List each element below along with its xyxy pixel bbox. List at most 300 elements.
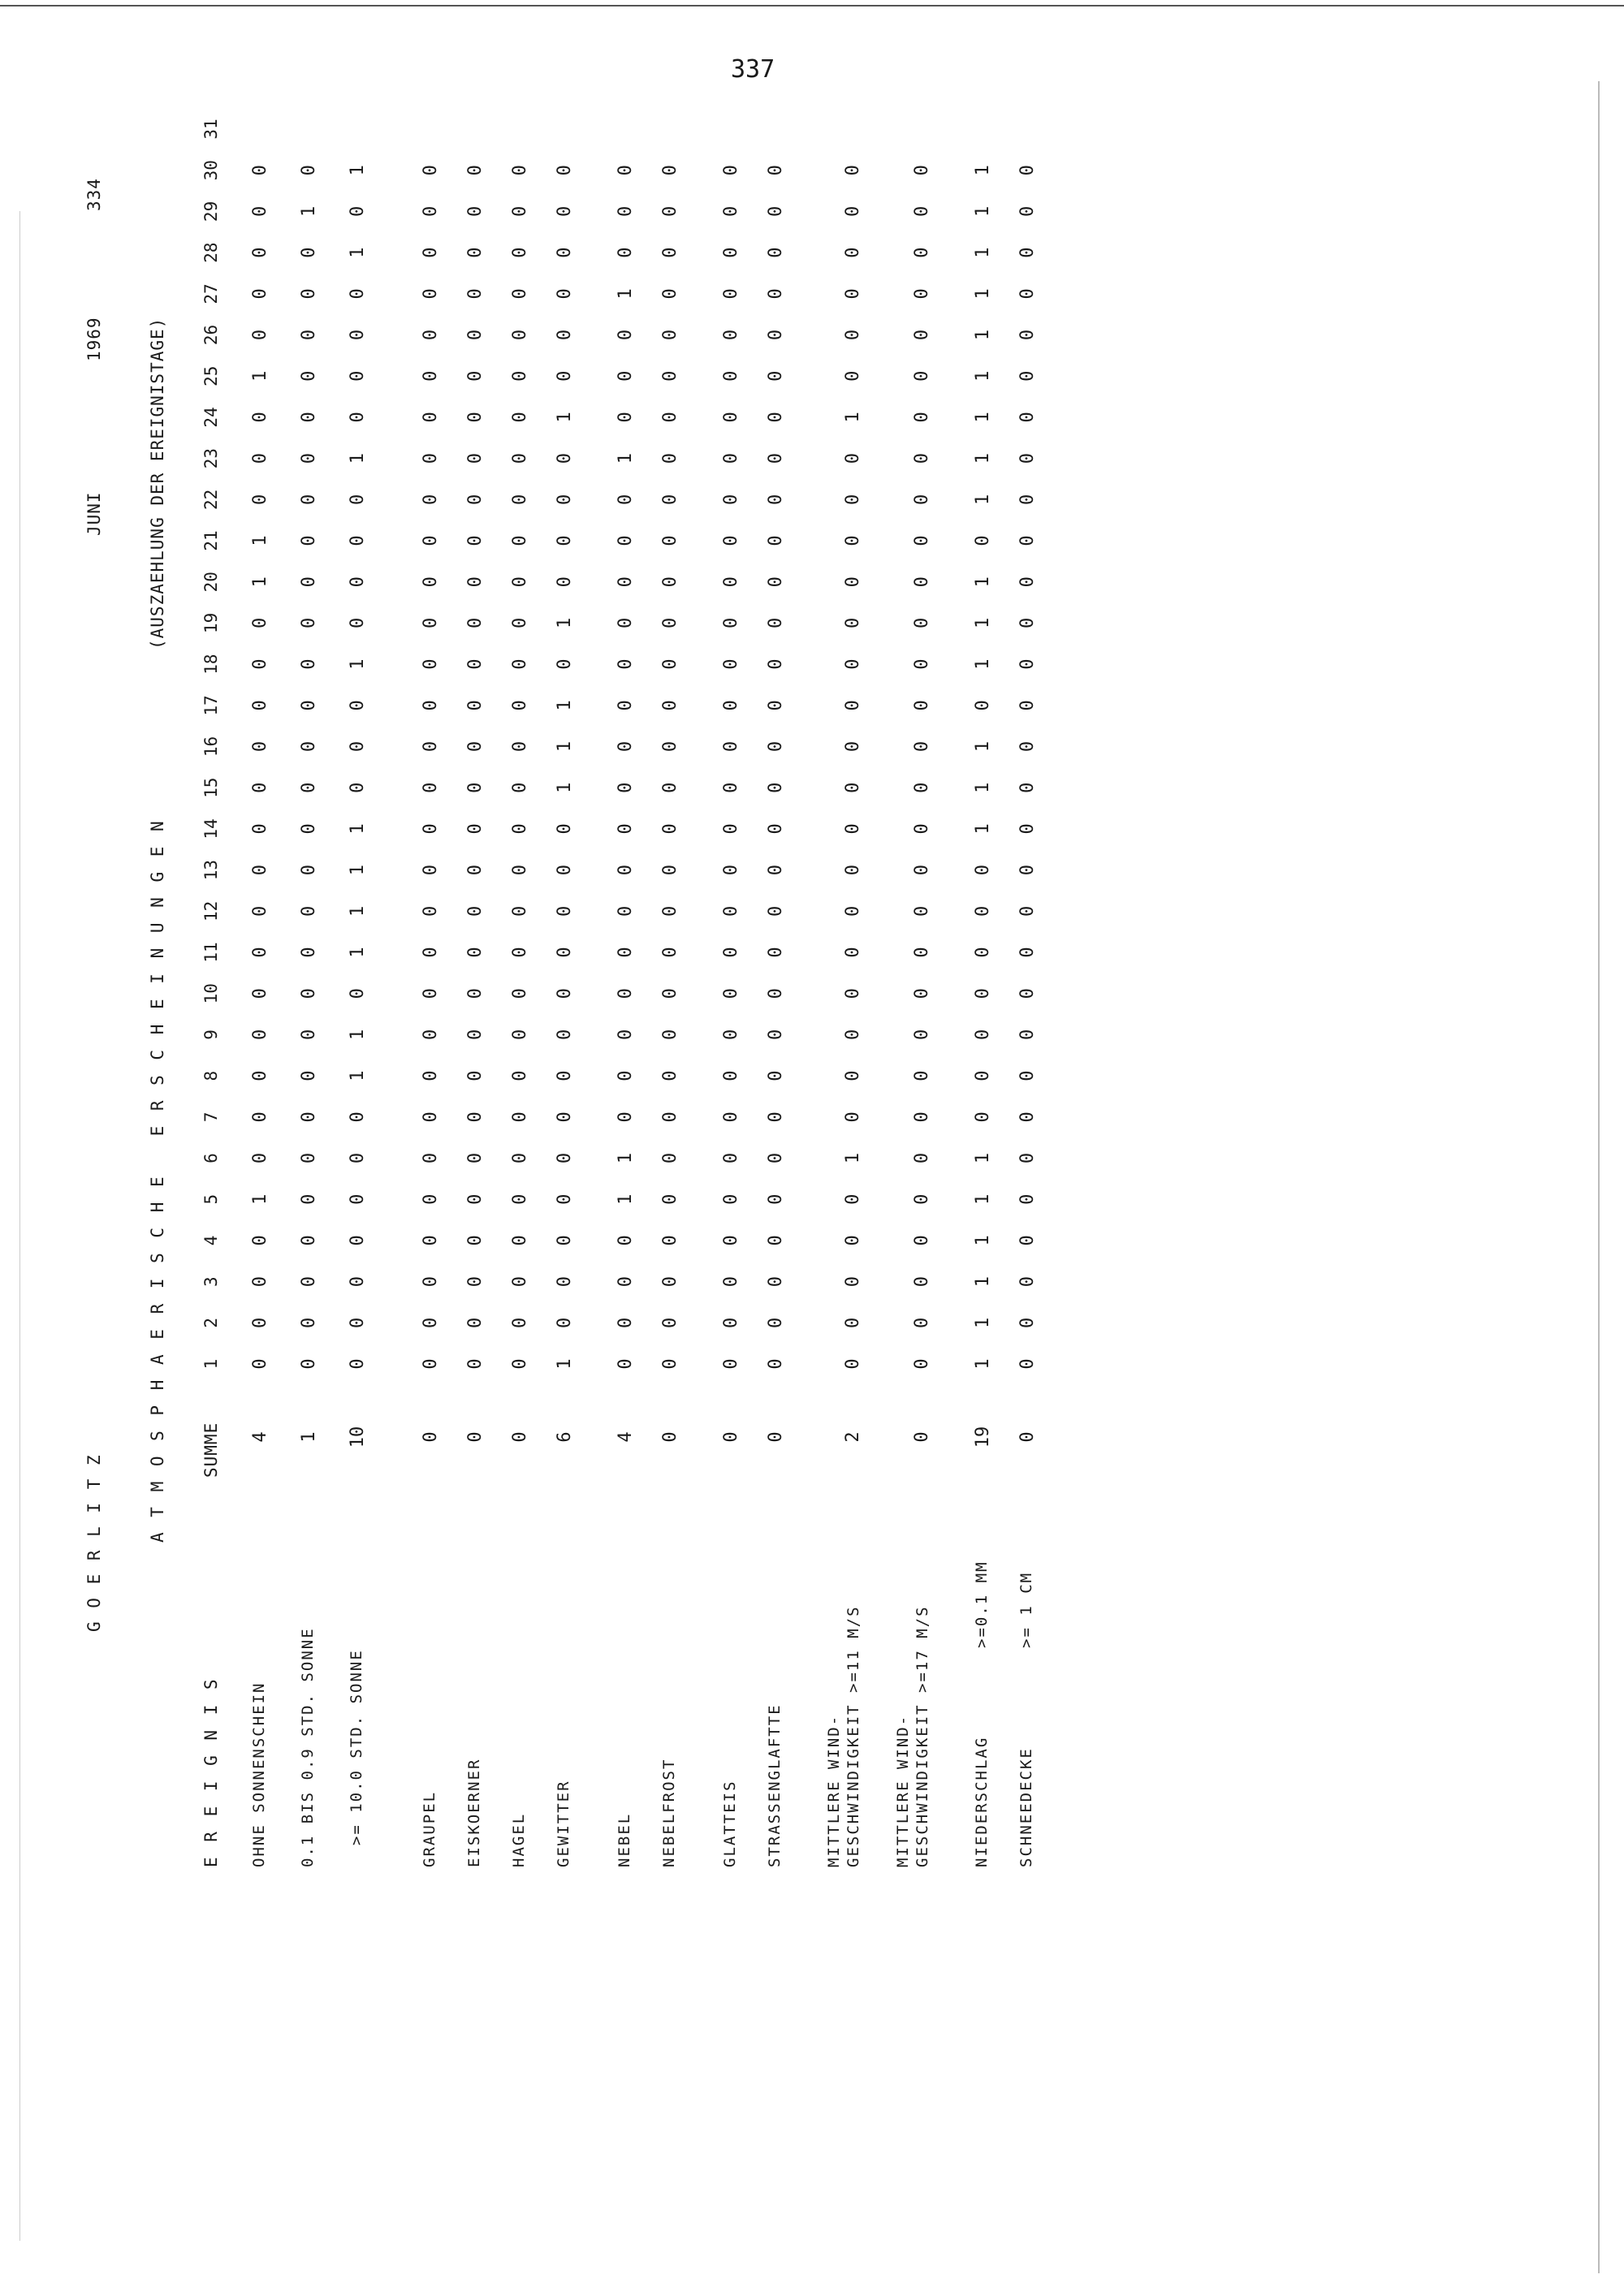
day-value: 0 xyxy=(843,740,863,753)
day-value: 1 xyxy=(973,1193,993,1205)
day-value: 0 xyxy=(348,782,368,793)
day-value: 0 xyxy=(465,1111,486,1123)
day-number: 20 xyxy=(201,572,221,593)
day-value: 0 xyxy=(912,823,932,835)
event-label: NIEDERSCHLAG xyxy=(973,1736,991,1867)
day-value: 0 xyxy=(465,1193,486,1205)
day-value: 0 xyxy=(510,1358,530,1370)
day-value: 0 xyxy=(721,247,741,258)
day-value: 1 xyxy=(973,412,993,423)
day-value: 0 xyxy=(250,700,270,711)
day-value: 0 xyxy=(721,1193,741,1205)
day-value: 0 xyxy=(766,947,786,958)
day-value: 0 xyxy=(766,576,786,588)
day-value: 0 xyxy=(912,1070,932,1081)
day-value: 0 xyxy=(660,947,680,958)
day-number: 12 xyxy=(201,900,221,921)
day-value: 0 xyxy=(510,1152,530,1164)
day-number: 23 xyxy=(201,447,221,469)
day-number: 13 xyxy=(201,859,221,881)
day-value: 0 xyxy=(843,1235,863,1246)
day-number: 2 xyxy=(201,1317,221,1328)
day-value: 0 xyxy=(912,1029,932,1041)
day-value: 0 xyxy=(421,288,441,300)
day-value: 0 xyxy=(660,617,680,629)
event-label-line2: GESCHWINDIGKEIT >=17 M/S xyxy=(914,1605,931,1867)
event-label: STRASSENGLAFTTE xyxy=(766,1703,784,1867)
day-value: 0 xyxy=(660,782,680,793)
day-value: 0 xyxy=(421,370,441,382)
day-value: 0 xyxy=(766,1152,786,1164)
event-column-header: E R E I G N I S xyxy=(201,1677,221,1867)
day-value: 0 xyxy=(1017,1358,1038,1370)
day-value: 0 xyxy=(348,288,368,300)
day-value: 0 xyxy=(843,864,863,876)
day-value: 1 xyxy=(973,494,993,505)
day-value: 0 xyxy=(766,823,786,835)
day-value: 0 xyxy=(299,247,319,258)
day-value: 0 xyxy=(421,700,441,711)
day-value: 1 xyxy=(348,1029,368,1041)
day-value: 0 xyxy=(660,1070,680,1081)
day-value: 0 xyxy=(660,658,680,670)
day-value: 0 xyxy=(843,1111,863,1123)
day-value: 0 xyxy=(1017,1193,1038,1205)
day-value: 0 xyxy=(299,617,319,629)
day-value: 0 xyxy=(299,823,319,835)
event-sum: 10 xyxy=(348,1426,368,1448)
day-value: 0 xyxy=(510,370,530,382)
day-value: 0 xyxy=(250,658,270,670)
day-value: 0 xyxy=(843,1029,863,1041)
day-value: 0 xyxy=(465,782,486,793)
day-value: 0 xyxy=(721,288,741,300)
day-value: 0 xyxy=(348,535,368,546)
day-value: 0 xyxy=(465,205,486,218)
day-value: 0 xyxy=(421,165,441,176)
day-value: 0 xyxy=(843,905,863,917)
day-value: 0 xyxy=(721,535,741,546)
day-value: 0 xyxy=(973,905,993,917)
day-value: 0 xyxy=(766,617,786,629)
day-value: 0 xyxy=(660,1358,680,1370)
day-value: 0 xyxy=(1017,1111,1038,1123)
day-value: 0 xyxy=(1017,1317,1038,1328)
day-value: 1 xyxy=(973,452,993,464)
day-value: 0 xyxy=(660,1152,680,1164)
day-value: 0 xyxy=(1017,905,1038,917)
day-value: 0 xyxy=(510,1070,530,1081)
day-value: 0 xyxy=(912,205,932,218)
event-sum: 0 xyxy=(465,1431,486,1443)
day-value: 0 xyxy=(973,1070,993,1081)
day-value: 0 xyxy=(510,576,530,588)
day-value: 0 xyxy=(421,1029,441,1041)
day-value: 1 xyxy=(973,165,993,176)
day-value: 0 xyxy=(615,1358,636,1370)
day-value: 1 xyxy=(973,1317,993,1328)
day-value: 0 xyxy=(510,247,530,258)
day-value: 0 xyxy=(250,864,270,876)
day-value: 1 xyxy=(973,658,993,670)
day-value: 0 xyxy=(465,412,486,423)
day-value: 0 xyxy=(250,782,270,793)
day-value: 0 xyxy=(843,576,863,588)
event-label: NEBEL xyxy=(615,1812,633,1867)
day-value: 0 xyxy=(299,658,319,670)
left-border xyxy=(19,211,20,2241)
day-value: 0 xyxy=(250,1275,270,1288)
day-value: 0 xyxy=(348,617,368,629)
day-value: 0 xyxy=(843,494,863,505)
day-value: 0 xyxy=(660,205,680,218)
event-sum: 0 xyxy=(766,1431,786,1443)
day-value: 0 xyxy=(348,370,368,382)
day-value: 0 xyxy=(912,700,932,711)
day-value: 1 xyxy=(348,823,368,835)
day-value: 0 xyxy=(465,370,486,382)
day-value: 0 xyxy=(660,1317,680,1328)
day-number: 8 xyxy=(201,1070,221,1081)
day-value: 0 xyxy=(465,535,486,546)
sheet-number: 334 xyxy=(84,178,104,211)
day-value: 1 xyxy=(348,247,368,258)
day-value: 1 xyxy=(973,782,993,793)
day-value: 0 xyxy=(421,1275,441,1288)
day-value: 0 xyxy=(465,452,486,464)
day-value: 0 xyxy=(299,329,319,341)
day-number: 27 xyxy=(201,283,221,304)
day-value: 0 xyxy=(1017,1235,1038,1246)
day-value: 0 xyxy=(843,288,863,300)
day-value: 0 xyxy=(766,494,786,505)
day-value: 0 xyxy=(348,1193,368,1205)
day-value: 0 xyxy=(615,823,636,835)
day-value: 0 xyxy=(348,1235,368,1246)
day-value: 0 xyxy=(555,535,575,546)
event-label: OHNE SONNENSCHEIN xyxy=(250,1681,268,1867)
day-value: 0 xyxy=(912,576,932,588)
day-value: 0 xyxy=(912,1235,932,1246)
event-label: GRAUPEL xyxy=(421,1790,438,1867)
day-value: 0 xyxy=(250,740,270,753)
day-value: 1 xyxy=(348,864,368,876)
day-value: 0 xyxy=(766,782,786,793)
day-value: 0 xyxy=(465,288,486,300)
day-value: 0 xyxy=(299,165,319,176)
day-value: 0 xyxy=(766,288,786,300)
day-value: 0 xyxy=(721,617,741,629)
day-value: 0 xyxy=(721,452,741,464)
day-value: 0 xyxy=(1017,205,1038,218)
day-number: 9 xyxy=(201,1029,221,1040)
day-value: 0 xyxy=(660,1275,680,1288)
day-value: 0 xyxy=(912,370,932,382)
day-value: 0 xyxy=(615,617,636,629)
day-value: 0 xyxy=(250,988,270,999)
day-number: 10 xyxy=(201,983,221,1004)
day-value: 0 xyxy=(615,370,636,382)
day-value: 0 xyxy=(421,535,441,546)
day-value: 0 xyxy=(250,1111,270,1123)
day-value: 0 xyxy=(299,1152,319,1164)
day-value: 0 xyxy=(973,1029,993,1041)
event-label: HAGEL xyxy=(510,1812,528,1867)
day-number: 11 xyxy=(201,942,221,963)
event-sum: 4 xyxy=(615,1431,636,1443)
day-value: 1 xyxy=(348,658,368,670)
day-value: 0 xyxy=(465,329,486,341)
day-value: 1 xyxy=(348,947,368,958)
day-number: 19 xyxy=(201,612,221,634)
day-value: 0 xyxy=(912,864,932,876)
day-value: 0 xyxy=(510,205,530,218)
day-value: 0 xyxy=(615,412,636,423)
day-value: 0 xyxy=(766,1275,786,1288)
day-value: 0 xyxy=(421,782,441,793)
day-value: 0 xyxy=(299,1317,319,1328)
day-value: 0 xyxy=(510,288,530,300)
day-value: 0 xyxy=(421,658,441,670)
top-rule xyxy=(0,5,1624,6)
day-value: 0 xyxy=(615,700,636,711)
day-value: 0 xyxy=(465,658,486,670)
day-value: 0 xyxy=(348,1275,368,1288)
day-value: 1 xyxy=(973,823,993,835)
day-value: 0 xyxy=(465,905,486,917)
day-value: 0 xyxy=(1017,535,1038,546)
day-value: 1 xyxy=(973,370,993,382)
day-value: 0 xyxy=(421,576,441,588)
day-value: 0 xyxy=(465,494,486,505)
day-value: 0 xyxy=(615,947,636,958)
day-value: 0 xyxy=(510,864,530,876)
day-value: 0 xyxy=(660,247,680,258)
day-value: 1 xyxy=(973,205,993,218)
day-value: 1 xyxy=(555,412,575,423)
day-value: 0 xyxy=(843,947,863,958)
day-value: 0 xyxy=(843,700,863,711)
day-value: 0 xyxy=(912,535,932,546)
day-value: 0 xyxy=(348,329,368,341)
day-value: 0 xyxy=(421,740,441,753)
day-value: 0 xyxy=(766,1070,786,1081)
day-value: 0 xyxy=(510,1235,530,1246)
day-value: 0 xyxy=(250,247,270,258)
day-value: 0 xyxy=(721,1358,741,1370)
event-sum: 1 xyxy=(299,1431,319,1443)
day-value: 0 xyxy=(912,947,932,958)
day-value: 0 xyxy=(766,905,786,917)
day-value: 0 xyxy=(348,1152,368,1164)
day-value: 0 xyxy=(421,329,441,341)
day-value: 1 xyxy=(973,617,993,629)
event-sum: 0 xyxy=(721,1431,741,1443)
day-value: 0 xyxy=(299,1235,319,1246)
day-value: 1 xyxy=(615,288,636,300)
day-value: 0 xyxy=(1017,247,1038,258)
day-value: 0 xyxy=(555,823,575,835)
day-value: 0 xyxy=(912,1275,932,1288)
day-value: 0 xyxy=(510,1111,530,1123)
year-label: 1969 xyxy=(84,317,104,361)
day-value: 0 xyxy=(555,1317,575,1328)
day-number: 6 xyxy=(201,1153,221,1163)
day-value: 0 xyxy=(299,1070,319,1081)
day-value: 0 xyxy=(660,905,680,917)
day-value: 1 xyxy=(973,329,993,341)
day-value: 0 xyxy=(555,905,575,917)
day-value: 0 xyxy=(912,1317,932,1328)
day-value: 0 xyxy=(615,1235,636,1246)
day-value: 0 xyxy=(660,1029,680,1041)
day-value: 0 xyxy=(250,329,270,341)
day-value: 0 xyxy=(299,370,319,382)
day-number: 30 xyxy=(201,160,221,181)
day-value: 0 xyxy=(250,1235,270,1246)
day-value: 0 xyxy=(465,1029,486,1041)
day-value: 0 xyxy=(555,288,575,300)
day-value: 1 xyxy=(973,1275,993,1288)
day-value: 0 xyxy=(1017,988,1038,999)
day-value: 0 xyxy=(299,947,319,958)
day-value: 0 xyxy=(721,412,741,423)
day-value: 0 xyxy=(660,700,680,711)
day-value: 0 xyxy=(465,1317,486,1328)
day-value: 0 xyxy=(510,165,530,176)
day-value: 0 xyxy=(299,1358,319,1370)
day-value: 0 xyxy=(660,823,680,835)
day-value: 0 xyxy=(843,1317,863,1328)
day-value: 0 xyxy=(766,740,786,753)
day-value: 0 xyxy=(555,1152,575,1164)
station-name: G O E R L I T Z xyxy=(84,1453,104,1632)
day-value: 0 xyxy=(555,205,575,218)
day-value: 0 xyxy=(660,988,680,999)
day-value: 1 xyxy=(555,782,575,793)
right-border xyxy=(1598,81,1600,2273)
day-value: 0 xyxy=(615,576,636,588)
day-value: 1 xyxy=(250,576,270,588)
day-value: 0 xyxy=(465,823,486,835)
day-value: 0 xyxy=(250,1070,270,1081)
day-value: 0 xyxy=(1017,658,1038,670)
day-value: 0 xyxy=(421,247,441,258)
day-value: 0 xyxy=(766,535,786,546)
day-value: 0 xyxy=(555,988,575,999)
day-value: 0 xyxy=(766,658,786,670)
event-sum: 6 xyxy=(555,1431,575,1443)
day-number: 1 xyxy=(201,1358,221,1370)
day-value: 0 xyxy=(299,905,319,917)
day-value: 0 xyxy=(843,247,863,258)
day-value: 0 xyxy=(1017,1275,1038,1288)
day-value: 0 xyxy=(912,617,932,629)
day-value: 1 xyxy=(348,452,368,464)
day-value: 0 xyxy=(510,535,530,546)
day-value: 0 xyxy=(721,1029,741,1041)
day-value: 1 xyxy=(843,1152,863,1164)
day-number: 18 xyxy=(201,654,221,675)
day-value: 0 xyxy=(421,452,441,464)
month-label: JUNI xyxy=(84,491,104,536)
day-value: 0 xyxy=(721,823,741,835)
day-value: 0 xyxy=(766,452,786,464)
day-value: 1 xyxy=(973,288,993,300)
day-number: 24 xyxy=(201,407,221,428)
day-value: 0 xyxy=(510,452,530,464)
day-value: 0 xyxy=(510,1029,530,1041)
day-value: 0 xyxy=(843,1358,863,1370)
day-value: 1 xyxy=(555,617,575,629)
day-value: 0 xyxy=(1017,864,1038,876)
day-value: 0 xyxy=(421,864,441,876)
day-value: 0 xyxy=(510,740,530,753)
day-value: 0 xyxy=(660,329,680,341)
day-value: 0 xyxy=(766,329,786,341)
day-value: 0 xyxy=(1017,782,1038,793)
day-value: 0 xyxy=(912,988,932,999)
day-value: 0 xyxy=(421,205,441,218)
day-value: 0 xyxy=(421,823,441,835)
day-value: 0 xyxy=(1017,370,1038,382)
day-value: 0 xyxy=(766,165,786,176)
day-value: 0 xyxy=(299,782,319,793)
day-value: 0 xyxy=(721,905,741,917)
day-value: 0 xyxy=(510,329,530,341)
day-value: 0 xyxy=(766,247,786,258)
day-value: 0 xyxy=(843,165,863,176)
day-value: 1 xyxy=(250,1193,270,1205)
day-value: 0 xyxy=(348,576,368,588)
day-value: 1 xyxy=(973,740,993,753)
event-sum: 0 xyxy=(912,1431,932,1443)
day-value: 0 xyxy=(421,1193,441,1205)
day-value: 0 xyxy=(912,658,932,670)
day-number: 29 xyxy=(201,201,221,222)
day-value: 0 xyxy=(615,864,636,876)
day-value: 0 xyxy=(766,1317,786,1328)
day-value: 0 xyxy=(510,412,530,423)
table-title: A T M O S P H A E R I S C H E E R S C H E I N U N G E N xyxy=(148,818,167,1543)
day-value: 0 xyxy=(615,1275,636,1288)
day-value: 0 xyxy=(250,1317,270,1328)
day-value: 0 xyxy=(250,1358,270,1370)
day-value: 0 xyxy=(1017,329,1038,341)
day-value: 0 xyxy=(510,905,530,917)
event-label: SCHNEEDECKE xyxy=(1017,1747,1035,1867)
day-value: 0 xyxy=(912,1358,932,1370)
day-value: 0 xyxy=(843,823,863,835)
day-value: 0 xyxy=(973,700,993,711)
day-value: 0 xyxy=(721,1152,741,1164)
day-value: 0 xyxy=(843,617,863,629)
day-value: 0 xyxy=(843,782,863,793)
day-value: 1 xyxy=(615,1193,636,1205)
day-number: 25 xyxy=(201,365,221,386)
day-value: 0 xyxy=(510,1193,530,1205)
day-value: 0 xyxy=(421,988,441,999)
day-value: 0 xyxy=(465,740,486,753)
day-value: 0 xyxy=(555,864,575,876)
day-value: 1 xyxy=(348,905,368,917)
event-label: EISKOERNER xyxy=(465,1758,483,1867)
day-value: 0 xyxy=(912,740,932,753)
day-value: 0 xyxy=(555,370,575,382)
day-value: 0 xyxy=(721,658,741,670)
day-value: 0 xyxy=(1017,576,1038,588)
day-value: 1 xyxy=(555,700,575,711)
